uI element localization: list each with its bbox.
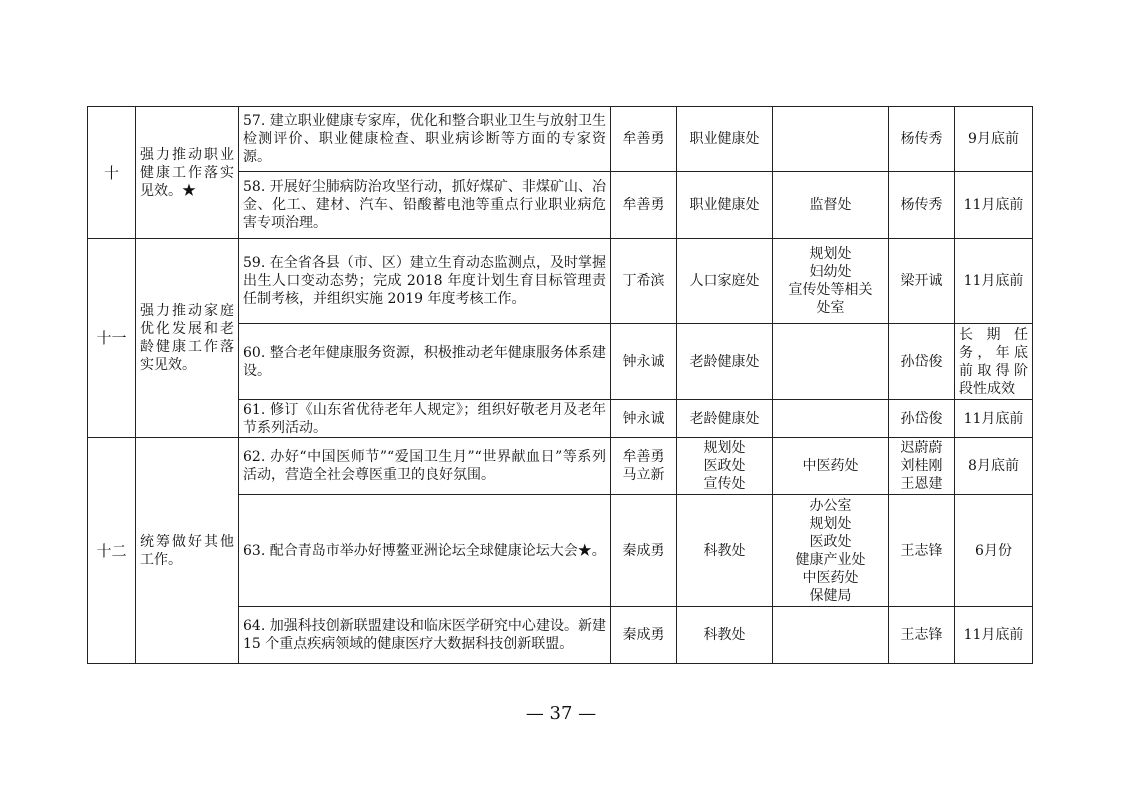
table-row: [88, 107, 1033, 172]
table-row: [88, 438, 1033, 495]
lead-department: 老龄健康处: [677, 324, 773, 400]
partner-line: 处室: [816, 300, 845, 316]
lead-department: 职业健康处: [677, 172, 773, 239]
responsible-leader: 钟永诚: [611, 324, 677, 400]
partner-departments: [773, 607, 889, 664]
responsible-leader: 牟善勇: [611, 172, 677, 239]
partner-departments: [773, 172, 889, 239]
deadline: 6月份: [955, 495, 1033, 607]
task-text: 58. 开展好尘肺病防治攻坚行动，抓好煤矿、非煤矿山、冶金、化工、建材、汽车、铅酸蓄电池等重点行业职业病危害专项治理。: [239, 172, 611, 239]
contact-person: 杨传秀: [889, 172, 955, 239]
task-text: 59. 在全省各县（市、区）建立生育动态监测点，及时掌握出生人口变动态势；完成 2018 年度计划生育目标管理责任制考核，并组织实施 2019 年度考核工作。: [239, 239, 611, 324]
lead-department: 科教处: [677, 495, 773, 607]
contact-person: 王志锋: [889, 495, 955, 607]
partner-line: 中医药处: [802, 458, 859, 474]
category-number: 十二: [88, 438, 136, 664]
lead-dept-line: 宣传处: [703, 476, 746, 492]
leader-line: 牟善勇: [622, 449, 665, 465]
work-task-table: [87, 106, 1033, 664]
deadline: 长期任务，年底前取得阶段性成效: [955, 324, 1033, 400]
category-goal: 强力推动家庭优化发展和老龄健康工作落实见效。: [136, 239, 239, 438]
category-goal: 强力推动职业健康工作落实见效。★: [136, 107, 239, 239]
lead-department: 人口家庭处: [677, 239, 773, 324]
partner-line: 保健局: [809, 587, 852, 604]
contact-line: 刘桂刚: [900, 458, 943, 474]
lead-department: [677, 438, 773, 495]
page-number: — 37 —: [525, 703, 597, 724]
partner-departments: [773, 438, 889, 495]
category-goal: 统筹做好其他工作。: [136, 438, 239, 664]
contact-person: 孙岱俊: [889, 400, 955, 438]
deadline: 11月底前: [955, 172, 1033, 239]
task-text: 62. 办好“中国医师节”“爱国卫生月”“世界献血日”等系列活动，营造全社会尊医重卫的良好氛围。: [239, 438, 611, 495]
partner-line: 办公室: [809, 497, 852, 514]
partner-departments: [773, 239, 889, 324]
task-text: 63. 配合青岛市举办好博鳌亚洲论坛全球健康论坛大会★。: [239, 495, 611, 607]
responsible-leader: 钟永诚: [611, 400, 677, 438]
table-row: [88, 239, 1033, 324]
task-text: 57. 建立职业健康专家库，优化和整合职业卫生与放射卫生检测评价、职业健康检查、职业病诊断等方面的专家资源。: [239, 107, 611, 172]
partner-line: 健康产业处: [795, 551, 866, 568]
task-text: 64. 加强科技创新联盟建设和临床医学研究中心建设。新建 15 个重点疾病领域的健康医疗大数据科技创新联盟。: [239, 607, 611, 664]
partner-line: 妇幼处: [809, 264, 852, 280]
partner-line: 规划处: [809, 246, 852, 262]
lead-department: 老龄健康处: [677, 400, 773, 438]
responsible-leader: [611, 438, 677, 495]
deadline: 9月底前: [955, 107, 1033, 172]
leader-line: 马立新: [622, 467, 665, 483]
responsible-leader: 秦成勇: [611, 495, 677, 607]
partner-line: 医政处: [809, 533, 852, 550]
task-text: 60. 整合老年健康服务资源，积极推动老年健康服务体系建设。: [239, 324, 611, 400]
lead-dept-line: 规划处: [703, 440, 746, 456]
partner-departments: [773, 495, 889, 607]
contact-person: 王志锋: [889, 607, 955, 664]
lead-department: 职业健康处: [677, 107, 773, 172]
contact-line: 迟蔚蔚: [900, 440, 943, 456]
category-number: 十: [88, 107, 136, 239]
contact-person: 杨传秀: [889, 107, 955, 172]
partner-departments: [773, 324, 889, 400]
lead-dept-line: 医政处: [703, 458, 746, 474]
contact-line: 王恩建: [900, 476, 943, 492]
contact-person: 梁开诚: [889, 239, 955, 324]
contact-person: [889, 438, 955, 495]
partner-departments: [773, 107, 889, 172]
deadline: 8月底前: [955, 438, 1033, 495]
category-number: 十一: [88, 239, 136, 438]
deadline: 11月底前: [955, 239, 1033, 324]
partner-line: 宣传处等相关: [788, 282, 873, 298]
responsible-leader: 牟善勇: [611, 107, 677, 172]
partner-line: 规划处: [809, 515, 852, 532]
task-text: 61. 修订《山东省优待老年人规定》；组织好敬老月及老年节系列活动。: [239, 400, 611, 438]
deadline: 11月底前: [955, 607, 1033, 664]
responsible-leader: 丁希滨: [611, 239, 677, 324]
partner-line: 中医药处: [802, 569, 859, 586]
deadline: 11月底前: [955, 400, 1033, 438]
lead-department: 科教处: [677, 607, 773, 664]
partner-departments: [773, 400, 889, 438]
partner-line: 监督处: [809, 197, 852, 213]
responsible-leader: 秦成勇: [611, 607, 677, 664]
contact-person: 孙岱俊: [889, 324, 955, 400]
